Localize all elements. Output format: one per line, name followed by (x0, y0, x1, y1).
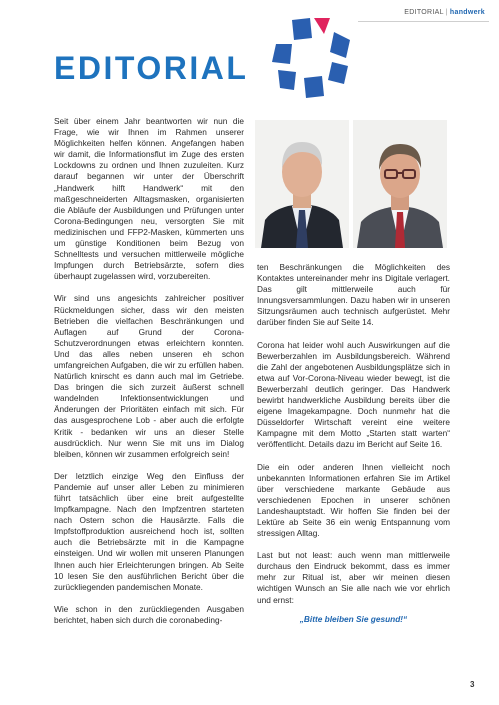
logo-pink-shard (314, 18, 330, 34)
logo-blue-shard-top (292, 18, 312, 40)
logo-blue-shard-right (330, 32, 350, 58)
logo-blue-shard-left (272, 44, 292, 64)
left-column (54, 116, 244, 637)
paragraph: Seit über einem Jahr beantworten wir nun die Frage, wie wir Ihnen im Rahmen unserer Möglichkeiten helfen können. Angefangen haben wir damit, die Informationsflut im Zuge des ersten Lockdowns zu ordnen und Ihnen zuzuleiten. Kurz darauf begannen wir unter der Überschrift „Handwerk hilft Handwerk“ mit den maßgeschneiderten Alltagsmasken, organisierten die Abläufe der Ausbildungen und Prüfungen unter Corona-Bedingungen neu, versorgten Sie mit medizinischen und FFP2-Masken, kümmerten uns um günstige Konditionen beim Bezug von Schnelltests und versuchen mittlerweile mögliche Impfungen durch Betriebsärzte, sofern dies überhaupt zugelassen wird, vorzubereiten. (54, 116, 244, 282)
paragraph: ten Beschränkungen die Möglichkeiten des Kontaktes untereinander mehr ins Digitale verlagert. Das gilt mittlerweile auch für Innungsversammlungen. Dazu haben wir in unseren Sitzungsräumen auch technisch aufgerüstet. Mehr darüber finden Sie auf Seite 14. (257, 262, 450, 328)
header-tag (404, 9, 485, 16)
header-section: EDITORIAL (404, 9, 444, 16)
logo-blue-shard-bottom-right (328, 62, 348, 84)
header-separator: | (445, 9, 448, 16)
portrait-left-photo (255, 120, 349, 248)
logo-blue-shard-bottom (304, 76, 324, 98)
page-title: EDITORIAL (54, 50, 249, 86)
paragraph: Corona hat leider wohl auch Auswirkungen auf die Bewerberzahlen im Ausbildungsbereich. Während die Zahl der angebotenen Ausbildungsplätze sich in etwa auf Vor-Corona-Niveau wieder bewegt, ist die Bewerberzahl deutlich geringer. Das Handwerk bewirbt handwerkliche Ausbildung bereits über die eigene Imagekampagne. Doch nunmehr hat die Düsseldorfer Wirtschaft vereint eine weitere Kampagne mit dem Motto „Starten statt warten“ veröffentlicht. Details dazu im Bericht auf Seite 16. (257, 339, 450, 450)
paragraph: Wir sind uns angesichts zahlreicher positiver Rückmeldungen sicher, dass wir den meisten Betrieben die vielfachen Beschränkungen und Auflagen auf Grund der Corona-Schutzverordnungen etwas erleichtern konnten. Und das alles neben unseren eh schon umfangreichen Aufgaben, die wir zu erfüllen haben. Natürlich knirscht es dann auch mal im Getriebe. Das bringen die sich zurzeit äußerst schnell wandelnden Infektionsentwicklungen und Änderungen der Prioritäten einfach mit sich. Für das ausgesprochene Lob - aber auch die erfolgte Kritik - bedanken wir uns an dieser Stelle ausdrücklich. Nur wenn Sie mit uns im Dialog bleiben, können wir zusammen erfolgreich sein! (54, 293, 244, 459)
paragraph: Wie schon in den zurückliegenden Ausgaben berichtet, haben sich durch die coronabeding- (54, 603, 244, 625)
brand-logo-icon (266, 14, 358, 106)
page-number: 3 (470, 680, 475, 689)
portrait-right-photo (353, 120, 447, 248)
closing-quote: „Bitte bleiben Sie gesund!“ (299, 613, 408, 624)
right-column (257, 262, 450, 636)
paragraph: Die ein oder anderen Ihnen vielleicht noch unbekannten Informationen erfahren Sie im Artikel über verschiedene markante Gebäude aus verschiedenen Epochen in unserer schönen Landeshauptstadt. Wir hoffen Sie finden bei der Lektüre ab Seite 36 ein wenig Entspannung vom stressigen Alltag. (257, 461, 450, 539)
paragraph: Last but not least: auch wenn man mittlerweile durchaus den Eindruck bekommt, dass es immer mehr zur Ritual ist, aber wir meinen diesen wichtigen Wunsch an Sie alle nach wie vor ehrlich und ernst: (257, 550, 450, 605)
header-divider (358, 21, 489, 22)
logo-blue-shard-bottom-left (278, 70, 296, 90)
header-brand: handwerk (449, 9, 485, 16)
paragraph: Der letztlich einzige Weg den Einfluss der Pandemie auf unser aller Leben zu minimieren führt tatsächlich über eine breit aufgestellte Impfkampagne. Nach den Impfzentren starteten nach Ostern schon die Hausärzte. Falls die Impfstoffproduktion ausreichend hoch ist, sollten auch die Betriebsärzte mit in die Kampagne einsteigen. Und wir wollen mit unseren Planungen Ihnen auch hier Erleichterungen bringen. Ab Seite 10 lesen Sie den ausführlichen Bericht über die zurückliegenden pandemischen Monate. (54, 470, 244, 592)
